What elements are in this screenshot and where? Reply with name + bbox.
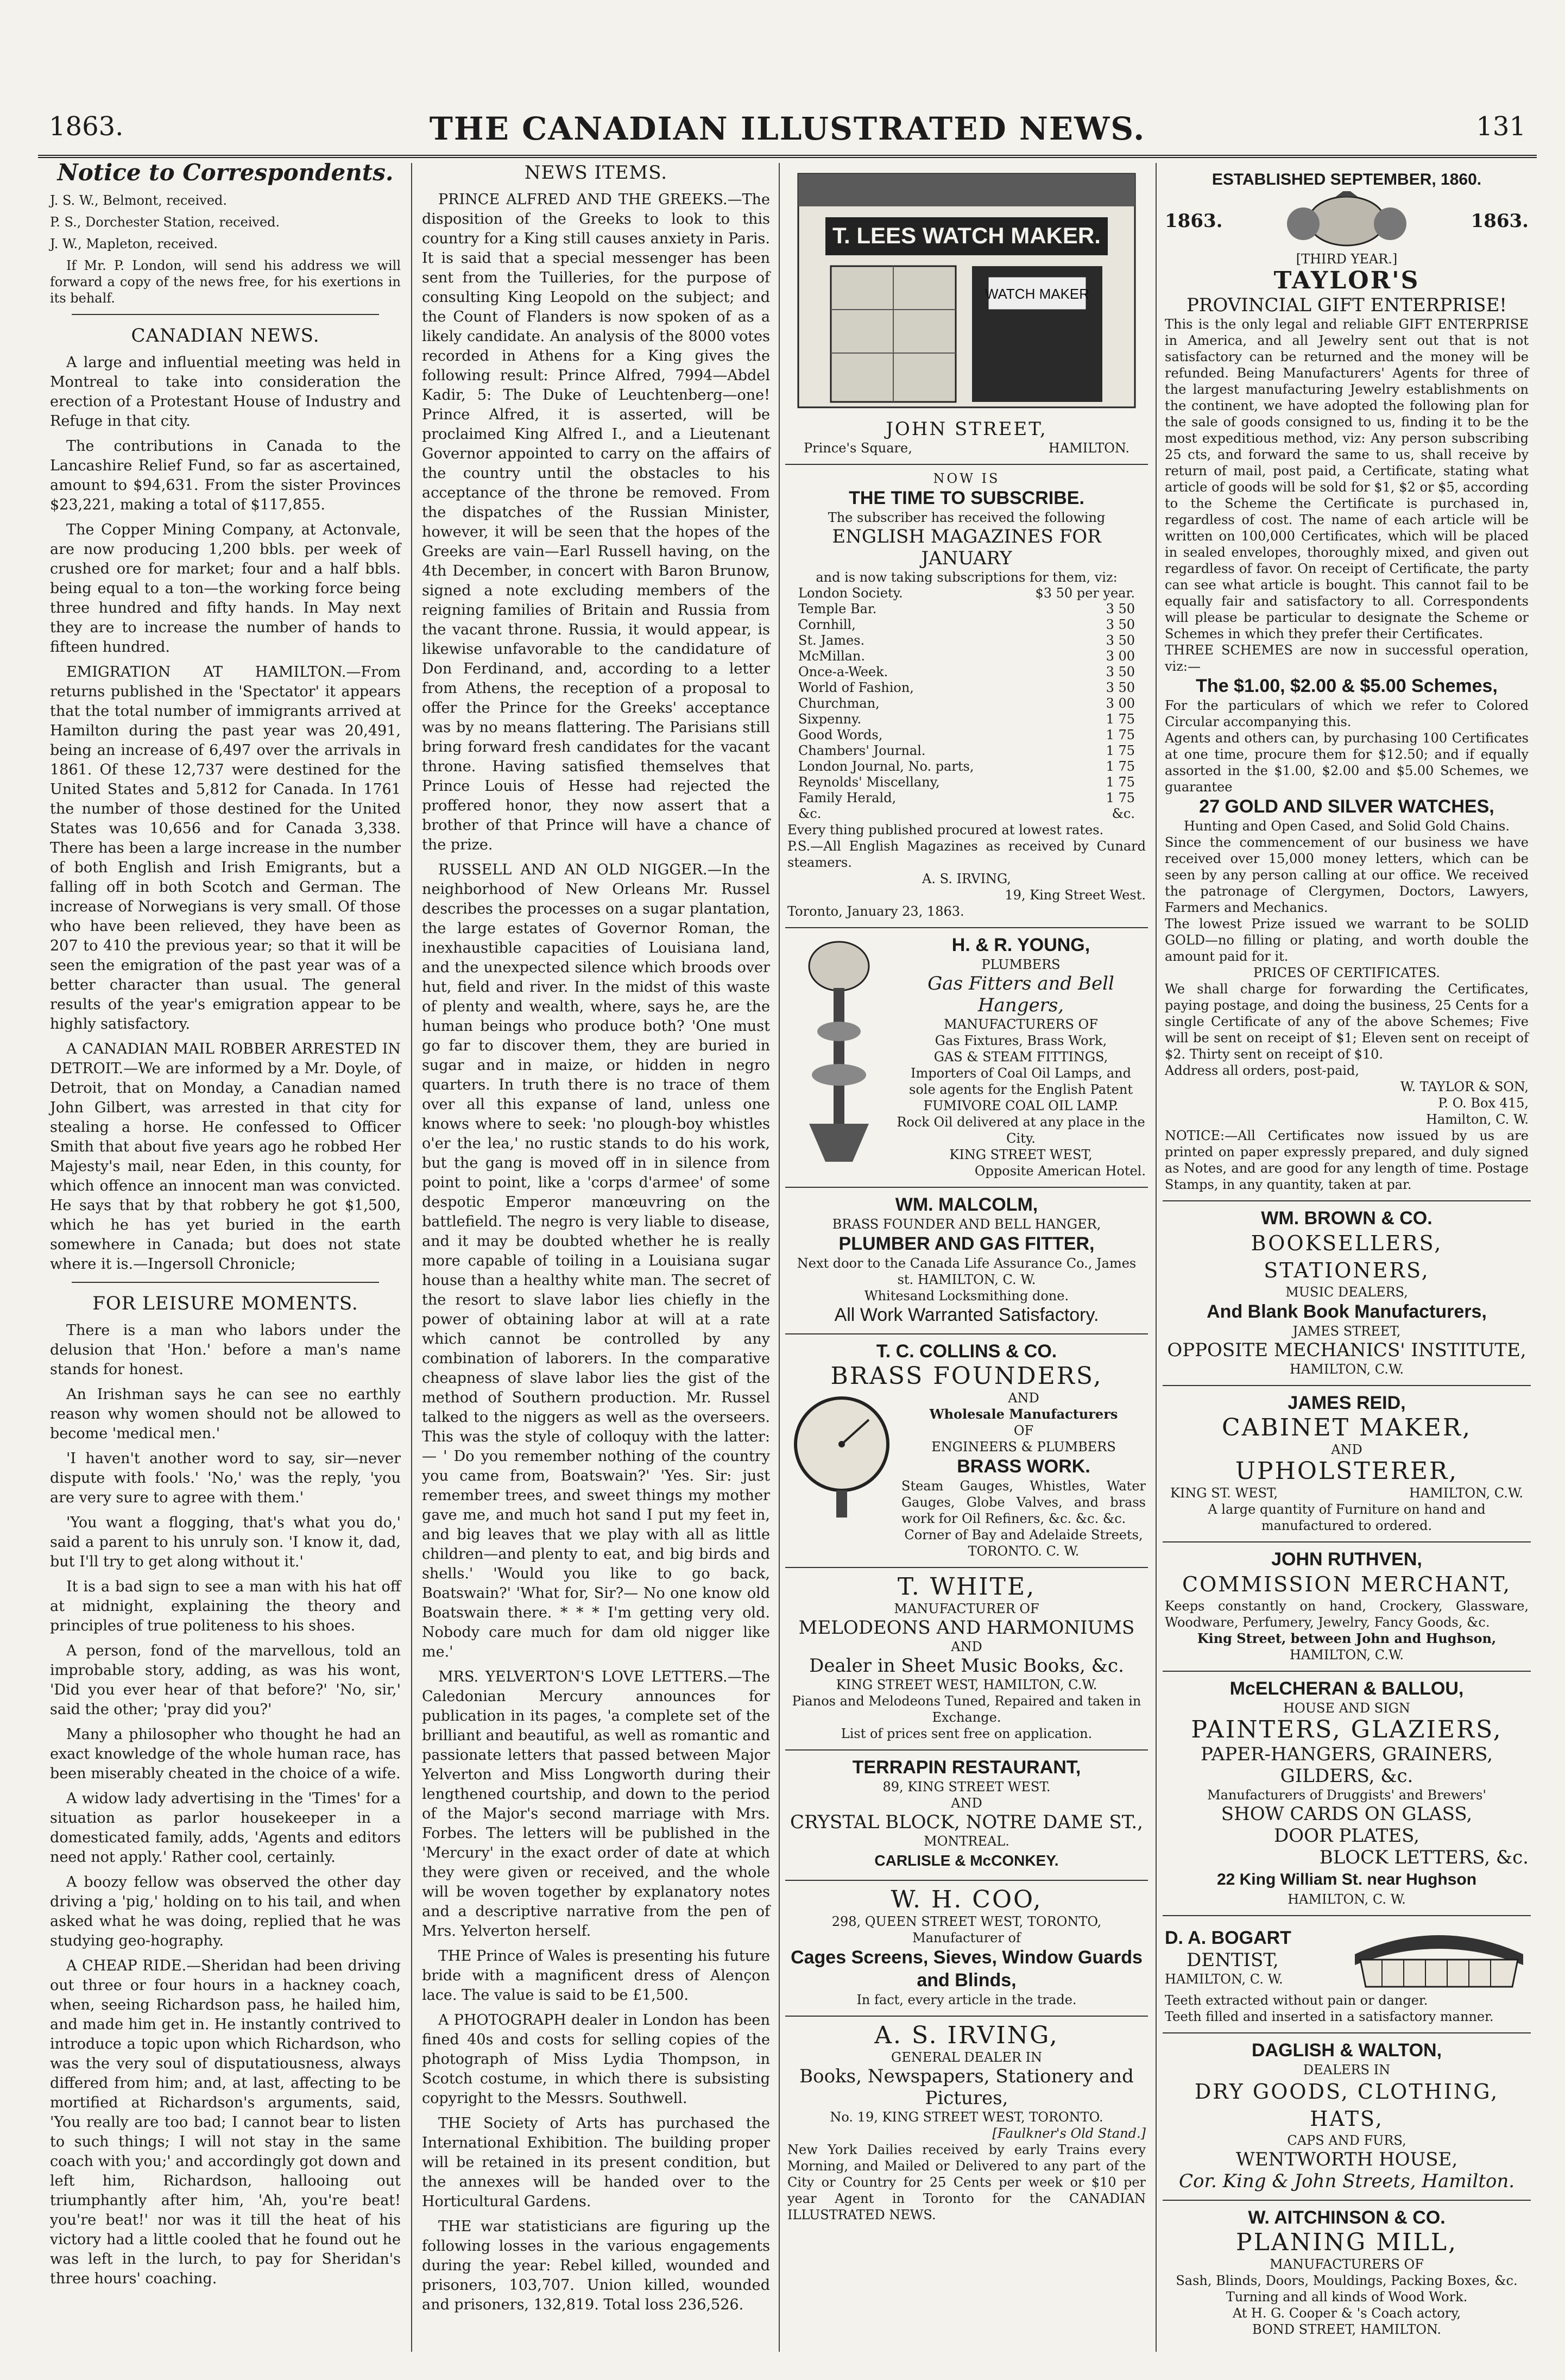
mce-address: 22 King William St. near Hughson — [1216, 1871, 1477, 1888]
hamilton-cw: Hamilton, C. W. — [1425, 1112, 1529, 1127]
mce-mfr: Manufacturers of Druggists' and Brewers' — [1207, 1787, 1486, 1803]
daglish-name: DAGLISH & WALTON, — [1251, 2040, 1442, 2061]
news-item: MRS. YELVERTON'S LOVE LETTERS.—The Caledonian Mercury announces for publication in its pages, 'a complete set of the brilliant and beautiful, as well as romantic and passionate letters that passed between Major Yelverton and Miss Longworth during their lengthened courtship, and down to the period of the Major's second marriage with Mrs. Forbes. The letters will be published in the 'Mercury' in the exact order of date at which they were given or received, and the whole will be woven together by explanatory notes and a descriptive narrative from the pen of Mrs. Yelverton herself. — [422, 1668, 770, 1940]
ruthven-title: COMMISSION MERCHANT, — [1182, 1572, 1511, 1596]
white-pianos: Pianos and Melodeons Tuned, Repaired and taken in Exchange. — [792, 1693, 1141, 1725]
malcolm-name: WM. MALCOLM, — [895, 1194, 1038, 1215]
leisure-item: An Irishman says he can see no earthly reason why women should not be allowed to become 'medical men.' — [50, 1386, 401, 1442]
white-address: KING STREET WEST, HAMILTON, C.W. — [836, 1677, 1097, 1692]
daglish-house: WENTWORTH HOUSE, — [1235, 2149, 1458, 2170]
irving-name: A. S. IRVING, — [922, 871, 1011, 886]
mce-name: McELCHERAN & BALLOU, — [1229, 1678, 1464, 1699]
magazine-row: London Journal, No. parts, 1 75 — [798, 759, 1135, 774]
mce-hamilton: HAMILTON, C. W. — [1288, 1892, 1406, 1907]
irving2-sub: GENERAL DEALER IN — [891, 2050, 1042, 2065]
english-magazines: ENGLISH MAGAZINES FOR JANUARY — [832, 526, 1101, 569]
leisure-item: A person, fond of the marvellous, told an improbable story, adding, as was his wont, 'Did you ever hear of that before?' 'No, sir,' said the other; 'pray did you?' — [50, 1642, 401, 1718]
leisure-item: Many a philosopher who thought he had an exact knowledge of the whole human race, has been miserably cheated in the choice of a wife. — [50, 1726, 401, 1782]
news-item: THE Prince of Wales is presenting his future bride with a magnificent dress of Alençon lace. The value is said to be £1,500. — [422, 1948, 770, 2004]
collins-title: BRASS FOUNDERS, — [830, 1362, 1103, 1390]
magazine-row: Sixpenny. 1 75 — [798, 712, 1135, 727]
white-title: MELODEONS AND HARMONIUMS — [798, 1617, 1135, 1639]
news-item: THE Society of Arts has purchased the International Exhibition. The building proper will be retained in its present condition, but the annexes will be handed over to the Horticultural Gardens. — [422, 2115, 770, 2210]
ad-bogart — [1163, 1916, 1531, 2033]
young-line: Rock Oil delivered at any place in the City. — [897, 1115, 1145, 1146]
ruthven-hamilton: HAMILTON, C.W. — [1290, 1647, 1404, 1663]
terrapin-name: TERRAPIN RESTAURANT, — [852, 1757, 1081, 1778]
ad-irving-books — [785, 2017, 1148, 2231]
leisure-item: There is a man who labors under the delusion that 'Hon.' before a man's name stands for honest. — [50, 1322, 401, 1378]
shopfront-engraving — [793, 168, 1140, 413]
news-paragraph: A CANADIAN MAIL ROBBER ARRESTED IN DETROIT.—We are informed by a Mr. Doyle, of Detroit, that on Monday, a Canadian named John Gilbert, was arrested in that city for stealing a horse. He confessed to Officer Smith that about five years ago he robbed Her Majesty's mail, near Eden, in this county, for which offence an innocent man was convicted. He says that by that robbery he got $1,500, which he has yet buried in the earth somewhere in Canada; but does not state where it is.—Ingersoll Chronicle; — [50, 1041, 401, 1273]
collins-name: T. C. COLLINS & CO. — [876, 1341, 1057, 1362]
notice-item: J. W., Mapleton, received. — [50, 236, 218, 251]
aitch-bond: BOND STREET, HAMILTON. — [1252, 2322, 1441, 2337]
mce-block: BLOCK LETTERS, &c. — [1319, 1847, 1529, 1868]
page-number: 131 — [1476, 111, 1526, 142]
coo-note: In fact, every article in the trade. — [856, 1992, 1077, 2007]
lees-square: Prince's Square, — [804, 440, 912, 456]
magazine-row: Once-a-Week. 3 50 — [798, 664, 1135, 679]
taylor-body: This is the only legal and reliable GIFT ENTERPRISE in America, and all Jewelry sent out that is not satisfactory can be returned and the money will be refunded. Being Manufacturers' Agents for three of the largest manufacturing Jewelry establishments on the continent, we have adopted the following plan for the sale of goods consigned to us, finding it to be the most expeditious method, viz: Any person subscribing 25 cts, and forward the same to us, shall receive by return of mail, post paid, a Certificate, stating what article of goods will be sold for $1, $2 or $5, according to the Scheme the Certificate is purchased in, regardless of cost. The name of each article will be written on 100,000 Certificates, which will be placed in sealed envelopes, thoroughly mixed, and given out regardless of favor. On receipt of Certificate, the party can see what article is bought. This cannot fail to be equally fair and satisfactory to all. Correspondents will please be particular to designate the Scheme or Schemes in which they prefer their Certificates. — [1165, 317, 1529, 641]
news-item: PRINCE ALFRED AND THE GREEKS.—The disposition of the Greeks to look to this country for a King still causes anxiety in Paris. It is said that a special messenger has been sent from the Tuilleries, for the purpose of consulting King Leopold on the subject; and the Count of Flanders is now spoken of as a likely candidate. An analysis of the 8000 votes recorded in Athens for a King gives the following result: Prince Alfred, 7994—Abdel Kadir, 5: The Duke of Leuchtenberg—one! Prince Alfred, it is asserted, will be proclaimed King Alfred I., and a Lieutenant Governor appointed to carry on the affairs of the country until the obstacles to his acceptance of the throne be removed. From the dispatches of the Russian Minister, however, it will be seen that the hopes of the Greeks are vain—Earl Russell having, on the 4th December, in concert with Baron Brunow, signed a note excluding members of the reigning families of Britain and Russia from the vacant throne. Russia, it would appear, is likewise unfavorable to the candidature of Don Ferdinand, and, according to a letter from Athens, the reception of a proposal to offer the Prince for the Greeks' acceptance was by no means flattering. The Parisians still bring forward fresh candidates for the vacant throne. Having satisfied themselves that Prince Louis of Hesse had rejected the proffered honor, they now assert that a brother of that Prince will have a chance of the prize. — [422, 191, 770, 853]
brown-title: BOOKSELLERS, STATIONERS, — [1251, 1231, 1443, 1282]
ad-daglish — [1163, 2033, 1531, 2201]
mce-show: SHOW CARDS ON GLASS, — [1221, 1803, 1473, 1825]
bogart-hamilton: HAMILTON, C. W. — [1165, 1972, 1283, 1987]
leisure-item: A boozy fellow was observed the other day driving a 'pig,' holding on to his tail, and when asked what he was doing, replied that he was studying geo-hography. — [50, 1874, 401, 1949]
column-4 — [1159, 163, 1534, 2357]
news-item: THE war statisticians are figuring up the following losses in the various engagements during the year: Rebel killed, wounded and prisoners, 103,707. Union killed, wounded and prisoners, 132,819. Total loss 236,526. — [422, 2218, 770, 2313]
leisure-item: It is a bad sign to see a man with his hat off at midnight, explaining the theory and principles of true politeness to his shoes. — [50, 1578, 401, 1634]
white-and: AND — [951, 1639, 982, 1654]
reid-and: AND — [1331, 1442, 1362, 1457]
magazine-row: London Society. $3 50 per year. — [798, 585, 1135, 601]
leisure-item: A widow lady advertising in the 'Times' for a situation as parlor housekeeper in a domesticated family, adds, 'Agents and editors need not apply.' Rather cool, certainly. — [50, 1790, 401, 1866]
news-paragraph: The Copper Mining Company, at Actonvale, are now producing 1,200 bbls. per week of crushed ore for market; four and a half bbls. being equal to a ton—the working force being three hundred and fifty hands. In May next they are to increase the number of hands to fifteen hundred. — [50, 521, 401, 656]
irving-address: 19, King Street West. — [1005, 887, 1146, 903]
white-list: List of prices sent free on application. — [841, 1726, 1093, 1741]
schemes: The $1.00, $2.00 & $5.00 Schemes, — [1196, 676, 1498, 696]
shop-sign-small: WATCH MAKER — [985, 286, 1090, 302]
irving2-body: New York Dailies received by early Trains every Morning, and Mailed or Delivered to any part of the City or Country for 25 Cents per week or $10 per year Agent in Toronto for the CANADIAN ILLUSTRATED NEWS. — [787, 2142, 1146, 2222]
lees-city: HAMILTON. — [1048, 440, 1129, 456]
collins-wholesale: Wholesale Manufacturers — [929, 1406, 1118, 1422]
young-line: GAS & STEAM FITTINGS, — [933, 1049, 1108, 1065]
aitch-title: PLANING MILL, — [1236, 2228, 1457, 2256]
newspaper-title: THE CANADIAN ILLUSTRATED NEWS. — [429, 110, 1146, 147]
prices-body: We shall charge for forwarding the Certificates, paying postage, and doing the business, 25 Cents for a single Certificate of any of the above Schemes; Five will be sent on receipt of $1; Eleven sent on receipt of $2. Thirty sent on receipt of $10. — [1165, 981, 1529, 1062]
brown-blank: And Blank Book Manufacturers, — [1207, 1301, 1487, 1322]
schemes-note: For the particulars of which we refer to Colored Circular accompanying this. — [1165, 698, 1529, 729]
leisure-item: A CHEAP RIDE.—Sheridan had been driving out three or four hours in a hackney coach, when, seeing Richardson pass, he hailed him, and made him get in. He instantly contrived to introduce a topic upon which Richardson, who was the very soul of disputatiousness, always differed from him; and, at last, affecting to be mortified at Richardson's arguments, said, 'You really are too bad; I cannot bear to listen to such things; I will not stay in the same coach with you;' and accordingly got down and left him, Richardson, hallooing out triumphantly after him, 'Ah, you're beat! you're beat!' nor was it till the heat of his victory had a little cooled that he found out he was left in the lurch, to pay for Sheridan's three hours' coaching. — [50, 1957, 401, 2287]
ad-aitchinson — [1163, 2201, 1531, 2345]
young-address: KING STREET WEST, — [949, 1147, 1093, 1162]
malcolm-warranted: All Work Warranted Satisfactory. — [834, 1305, 1099, 1325]
brown-music: MUSIC DEALERS, — [1285, 1285, 1408, 1300]
established: ESTABLISHED SEPTEMBER, 1860. — [1211, 171, 1482, 188]
young-mfr: MANUFACTURERS OF — [944, 1017, 1098, 1032]
address-note: Address all orders, post-paid, — [1165, 1063, 1360, 1078]
reid-cabinet: CABINET MAKER, — [1221, 1414, 1472, 1441]
third-year: [THIRD YEAR.] — [1296, 251, 1398, 267]
ad-magazines — [785, 465, 1148, 928]
mce-title: PAINTERS, GLAZIERS, — [1191, 1716, 1503, 1743]
irving2-address: No. 19, KING STREET WEST, TORONTO. — [830, 2110, 1103, 2125]
collins-corner: Corner of Bay and Adelaide Streets, — [904, 1527, 1143, 1542]
news-item: A PHOTOGRAPH dealer in London has been fined 40s and costs for selling copies of the photograph of Miss Lydia Thompson, in Scotch costume, in which there is subsisting copyright to the Messrs. Southwell. — [422, 2012, 770, 2107]
ad-coo — [785, 1881, 1148, 2017]
malcolm-whitesand: Whitesand Locksmithing done. — [864, 1288, 1069, 1304]
magazine-row: &c. &c. — [798, 806, 1135, 821]
subscribe-heading: THE TIME TO SUBSCRIBE. — [849, 488, 1084, 508]
young-plumbers: PLUMBERS — [981, 957, 1061, 972]
young-line: Gas Fixtures, Brass Work, — [935, 1033, 1107, 1048]
column-3 — [782, 163, 1151, 2357]
brown-opposite: OPPOSITE MECHANICS' INSTITUTE, — [1167, 1339, 1526, 1361]
malcolm-address: Next door to the Canada Life Assurance Co., James st. HAMILTON, C. W. — [797, 1256, 1137, 1287]
magazine-row: World of Fashion, 3 50 — [798, 680, 1135, 695]
pressure-gauge-engraving — [787, 1390, 896, 1520]
ruthven-address: King Street, between John and Hughson, — [1197, 1630, 1497, 1646]
reid-name: JAMES REID, — [1288, 1393, 1406, 1413]
ad-brown — [1163, 1201, 1531, 1386]
magazine-row: Reynolds' Miscellany, 1 75 — [798, 775, 1135, 790]
notice-heading: Notice to Correspondents. — [57, 163, 394, 186]
coo-address: 298, QUEEN STREET WEST, TORONTO, — [831, 1914, 1102, 1929]
notice-item: P. S., Dorchester Station, received. — [50, 215, 280, 230]
daglish-corner: Cor. King & John Streets, Hamilton. — [1178, 2170, 1515, 2192]
young-line: FUMIVORE COAL OIL LAMP. — [923, 1098, 1119, 1113]
agents-note: Agents and others can, by purchasing 100 Certificates at one time, procure them for $12.50; and if equally assorted in the $1.00, $2.00 and $5.00 Schemes, we guarantee — [1165, 731, 1529, 795]
watches: 27 GOLD AND SILVER WATCHES, — [1199, 796, 1494, 817]
dentures-engraving — [1349, 1922, 1529, 1992]
column-2 — [415, 163, 777, 2357]
magazines-note: Every thing published procured at lowest rates. — [787, 822, 1104, 838]
terrapin-address: 89, KING STREET WEST. — [882, 1779, 1051, 1795]
news-item: RUSSELL AND AN OLD NIGGER.—In the neighborhood of New Orleans Mr. Russel describes the processes on a sugar plantation, the large estates of Governor Roman, the inexhaustible capacities of Louisiana land, and the unexpected silence which broods over hut, field and river. In the midst of this waste of plenty and wealth, where, says he, are the human beings who produce both? 'One must go far to discover them, they are buried in sugar and in maize, or hidden in negro quarters. In truth there is no trace of them over all this expanse of land, unless one knows where to seek: 'no plough-boy whistles o'er the lea,' no rustic stands to do his work, but the gang is moved off in in silence from point to point, like a 'corps d'armee' of some despotic Emperor manœuvring on the battlefield. The negro is very liable to disease, and it may be doubted whether he is really more capable of toiling in a Louisiana sugar house than a healthy white man. The secret of the resort to slave labor lies chiefly in the power of obtaining labor at will at a rate which cannot be controlled by any combination of laborers. In the comparative cheapness of slave labor lies the gist of the method of Southern production. Mr. Russel talked to the niggers as well as the overseers. This was the style of colloquy with the latter:— ' Do you remember nothing of the country you came from, Boatswain?' 'Yes. Sir: just remember trees, and sweet things my mother gave me, and much hot sand I put my feet in, and big leaves that we play with all as little children—and plenty to eat, and big birds and shells.' 'Would you like to go back, Boatswain?' 'What for, Sir?— No one know old Boatswain there. * * * I'm getting very old. Nobody care much for dam old nigger like me.' — [422, 861, 770, 1660]
irving2-name: A. S. IRVING, — [874, 2022, 1059, 2049]
collins-toronto: TORONTO. C. W. — [968, 1544, 1080, 1559]
young-line: Importers of Coal Oil Lamps, and sole agents for the English Patent — [909, 1066, 1133, 1097]
reid-note: A large quantity of Furniture on hand and manufactured to ordered. — [1208, 1502, 1486, 1533]
aitch-mfr: MANUFACTURERS OF — [1270, 2257, 1424, 2272]
ad-taylor — [1163, 163, 1531, 1201]
royal-arms-engraving — [1265, 191, 1428, 251]
collins-and: AND — [1008, 1390, 1039, 1406]
taylor-title: TAYLOR'S — [1273, 267, 1420, 294]
brown-street: JAMES STREET, — [1292, 1324, 1401, 1339]
terrapin-and: AND — [951, 1796, 982, 1811]
brown-hamilton: HAMILTON, C.W. — [1290, 1362, 1404, 1377]
white-dealer: Dealer in Sheet Music Books, &c. — [809, 1655, 1124, 1677]
collins-of: OF — [1013, 1423, 1034, 1438]
leisure-item: 'I haven't another word to say, sir—never dispute with fools.' 'No,' was the reply, 'you are very sure to agree with them.' — [50, 1450, 401, 1506]
column-rule — [779, 163, 780, 2352]
lowest-prize: The lowest Prize issued we warrant to be SOLID GOLD—no filling or plating, and worth double the amount paid for it. — [1165, 916, 1529, 964]
taylor-signature: W. TAYLOR & SON, — [1400, 1079, 1529, 1094]
now-is: NOW IS — [933, 471, 1000, 486]
magazine-row: Family Herald, 1 75 — [798, 790, 1135, 805]
daglish-title: DRY GOODS, CLOTHING, HATS, — [1194, 2080, 1499, 2131]
magazines-intro: and is now taking subscriptions for them, viz: — [816, 570, 1118, 585]
three-schemes: THREE SCHEMES are now in successful operation, viz:— — [1165, 643, 1529, 674]
white-mfr: MANUFACTURER OF — [894, 1601, 1039, 1616]
coo-mfr: Manufacturer of — [912, 1930, 1021, 1945]
white-name: T. WHITE, — [897, 1573, 1036, 1601]
prices-heading: PRICES OF CERTIFICATES. — [1253, 965, 1440, 980]
brown-name: WM. BROWN & CO. — [1261, 1208, 1433, 1229]
news-paragraph: A large and influential meeting was held in Montreal to take into consideration the erection of a Protestant House of Industry and Refuge in that city. — [50, 354, 401, 430]
ad-reid — [1163, 1386, 1531, 1542]
issue-year: 1863. — [49, 111, 124, 142]
ad-ruthven — [1163, 1542, 1531, 1672]
news-items-heading: NEWS ITEMS. — [524, 163, 668, 184]
magazine-row: McMillan. 3 00 — [798, 648, 1135, 664]
shop-sign: T. LEES WATCH MAKER. — [832, 223, 1101, 248]
coo-title: Cages Screens, Sieves, Window Guards and Blinds, — [791, 1947, 1143, 1991]
reid-street: KING ST. WEST, — [1170, 1485, 1278, 1501]
column-1 — [43, 163, 407, 2357]
ad-lees-watchmaker — [785, 163, 1148, 465]
toronto-date: Toronto, January 23, 1863. — [787, 904, 964, 919]
mce-door: DOOR PLATES, — [1274, 1825, 1419, 1847]
magazine-row: Chambers' Journal. 1 75 — [798, 743, 1135, 758]
leisure-heading: FOR LEISURE MOMENTS. — [92, 1293, 358, 1314]
daglish-dealers: DEALERS IN — [1303, 2062, 1391, 2077]
montreal: MONTREAL. — [924, 1834, 1009, 1849]
year-left: 1863. — [1165, 210, 1223, 232]
news-paragraph: EMIGRATION AT HAMILTON.—From returns published in the 'Spectator' it appears that the total number of immigrants arrived at Hamilton during the past year was 20,491, being an increase of 6,497 over the arrivals in 1861. Of these 12,737 were destined for the United States and 5,812 for Canada. In 1761 the number of those destined for the United States was 10,656 and for Canada 3,338. There has been a large increase in the number of both English and Irish Emigrants, but a falling off in both Scotch and German. The increase of Norwegians is very small. Of those who have been relieved, they have been as 207 to 410 the previous year; so that it will be seen the emigration of the past year was of a better character than usual. The general results of the year's emigration appear to be highly satisfactory. — [50, 664, 401, 1032]
ad-terrapin — [785, 1751, 1148, 1881]
masthead — [38, 106, 1537, 158]
reid-city: HAMILTON, C.W. — [1409, 1485, 1523, 1501]
column-rule — [411, 163, 412, 2352]
daglish-caps: CAPS AND FURS, — [1287, 2133, 1406, 2148]
watches-sub: Hunting and Open Cased, and Solid Gold Chains. — [1184, 818, 1510, 834]
collins-engineers: ENGINEERS & PLUMBERS — [931, 1439, 1116, 1455]
aitch-body: Sash, Blinds, Doors, Mouldings, Packing Boxes, &c. Turning and all kinds of Wood Work. — [1176, 2273, 1518, 2305]
gas-lamp-engraving — [787, 934, 891, 1167]
ad-young — [785, 928, 1148, 1188]
mce-sub2: PAPER-HANGERS, GRAINERS, — [1200, 1743, 1493, 1765]
bogart-name: D. A. BOGART — [1165, 1928, 1291, 1948]
coo-name: W. H. COO, — [891, 1886, 1043, 1913]
aitch-name: W. AITCHINSON & CO. — [1248, 2207, 1446, 2228]
notice-item: If Mr. P. London, will send his address we will forward a copy of the news free, for his exertions in its behalf. — [50, 258, 401, 306]
since-note: Since the commencement of our business we have received over 15,000 money letters, which can be seen by any person calling at our office. We received the patronage of Clergymen, Doctors, Lawyers, Farmers and Mechanics. — [1165, 835, 1529, 915]
young-name: H. & R. YOUNG, — [951, 935, 1090, 955]
notice-item: J. S. W., Belmont, received. — [50, 193, 228, 208]
provincial-gift: PROVINCIAL GIFT ENTERPRISE! — [1187, 294, 1507, 316]
ad-mcelcheran — [1163, 1672, 1531, 1916]
young-opposite: Opposite American Hotel. — [974, 1163, 1146, 1179]
magazines-ps: P.S.—All English Magazines as received by Cunard steamers. — [787, 839, 1146, 870]
taylor-notice: NOTICE:—All Certificates now issued by us are printed on paper expressly prepared, and duly signed as Notes, and are good for any length of time. Postage Stamps, in any quantity, taken at par. — [1165, 1128, 1529, 1192]
magazine-row: Churchman, 3 00 — [798, 696, 1135, 711]
year-right: 1863. — [1471, 210, 1529, 232]
irving2-title: Books, Newspapers, Stationery and Pictures, — [799, 2066, 1134, 2109]
aitch-at: At H. G. Cooper & 's Coach actory, — [1232, 2306, 1461, 2321]
young-title: Gas Fitters and Bell Hangers, — [927, 973, 1114, 1016]
bogart-note: Teeth filled and inserted in a satisfactory manner. — [1165, 2009, 1494, 2024]
magazine-row: St. James. 3 50 — [798, 633, 1135, 648]
collins-lines: Steam Gauges, Whistles, Water Gauges, Globe Valves, and brass work for Oil Refiners, &c. &c. &c. — [901, 1478, 1146, 1526]
magazine-row: Temple Bar. 3 50 — [798, 601, 1135, 616]
carlisle: CARLISLE & McCONKEY. — [874, 1852, 1059, 1869]
lees-street: JOHN STREET, — [886, 418, 1047, 440]
canadian-news-heading: CANADIAN NEWS. — [131, 325, 320, 347]
bogart-note: Teeth extracted without pain or danger. — [1165, 1993, 1428, 2008]
ad-malcolm — [785, 1188, 1148, 1334]
news-paragraph: The contributions in Canada to the Lancashire Relief Fund, so far as ascertained, amount to $94,631. From the sister Provinces $23,221, making a total of $117,855. — [50, 438, 401, 513]
subscriber-note: The subscriber has received the following — [828, 510, 1106, 525]
faulkners-stand: [Faulkner's Old Stand.] — [992, 2126, 1146, 2141]
divider — [72, 314, 379, 315]
collins-brass-work: BRASS WORK. — [957, 1456, 1090, 1477]
bogart-title: DENTIST, — [1187, 1949, 1279, 1971]
magazine-row: Cornhill, 3 50 — [798, 617, 1135, 632]
ruthven-body: Keeps constantly on hand, Crockery, Glassware, Woodware, Perfumery, Jewelry, Fancy Goods, &c. — [1165, 1598, 1529, 1630]
magazine-row: Good Words, 1 75 — [798, 727, 1135, 742]
reid-upholsterer: UPHOLSTERER, — [1235, 1457, 1459, 1485]
malcolm-title: PLUMBER AND GAS FITTER, — [838, 1233, 1095, 1254]
ad-collins — [785, 1334, 1148, 1568]
malcolm-sub: BRASS FOUNDER AND BELL HANGER, — [832, 1217, 1101, 1232]
ad-white — [785, 1568, 1148, 1751]
mce-gilders: GILDERS, &c. — [1280, 1765, 1413, 1787]
divider — [72, 1282, 379, 1283]
mce-sub: HOUSE AND SIGN — [1283, 1701, 1410, 1716]
column-rule — [1156, 163, 1157, 2352]
crystal-block: CRYSTAL BLOCK, NOTRE DAME ST., — [790, 1811, 1143, 1833]
po-box: P. O. Box 415, — [1438, 1095, 1529, 1111]
ruthven-name: JOHN RUTHVEN, — [1271, 1549, 1422, 1570]
leisure-item: 'You want a flogging, that's what you do,' said a parent to his unruly son. 'I know it, dad, but I'll try to get along without it.' — [50, 1514, 401, 1570]
